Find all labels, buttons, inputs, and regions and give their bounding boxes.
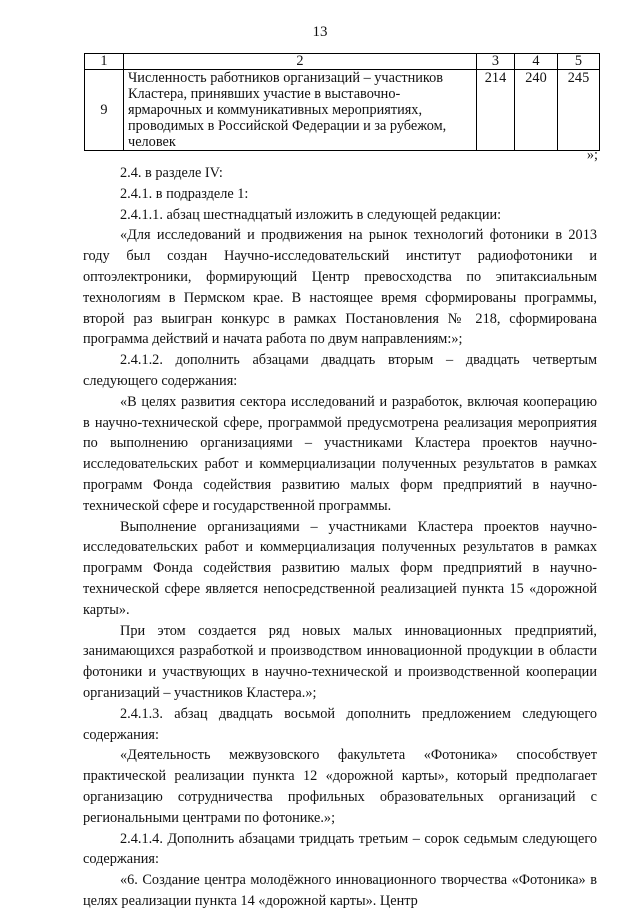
body-text <box>83 163 597 912</box>
table-header-row <box>85 54 600 70</box>
paragraph: 2.4.1.2. дополнить абзацами двадцать вторым – двадцать четвертым следующего содержания: <box>83 352 597 389</box>
header-cell-4: 4 <box>515 54 558 70</box>
table-closing-mark: »; <box>586 147 598 163</box>
paragraph: 2.4. в разделе IV: <box>120 165 223 181</box>
header-cell-3: 3 <box>477 54 515 70</box>
indicator-table <box>84 53 600 151</box>
row-number: 9 <box>85 70 124 151</box>
paragraph: 2.4.1.4. Дополнить абзацами тридцать третьим – сорок седьмым следующего содержания: <box>83 830 597 868</box>
paragraph: «Деятельность межвузовского факультета «Фотоника» способствует практической реализации пункта 12 «дорожной карты», который предполагает организацию сотрудничества профильных образовательных организаций с региональными центрами по фотонике.»; <box>83 747 597 826</box>
row-value-2: 240 <box>515 70 558 151</box>
paragraph: Выполнение организациями – участниками Кластера проектов научно-исследовательских работ и коммерциализация полученных результатов в рамках программ Фонда содействия развитию малых форм предприятий в научно-технической сфере является непосредственной реализацией пункта 15 «дорожной карты». <box>83 518 597 618</box>
paragraph: 2.4.1.3. абзац двадцать восьмой дополнить предложением следующего содержания: <box>83 705 597 743</box>
paragraph: При этом создается ряд новых малых инновационных предприятий, занимающихся разработкой и производством инновационной продукции в области фотоники и участвующих в научно-технической и производственной кооперации организаций – участников Кластера.»; <box>83 622 597 701</box>
row-value-1: 214 <box>477 70 515 151</box>
page-number: 13 <box>312 24 328 40</box>
paragraph: «В целях развития сектора исследований и разработок, включая кооперацию в научно-технической сфере, программой предусмотрена реализация мероприятия по выполнению организациями – участниками Кластера проектов научно-исследовательских работ и коммерциализации полученных результатов в рамках программ Фонда содействия развитию малых форм предприятий в научно-технической сфере и государственной программы. <box>83 393 597 514</box>
header-cell-2: 2 <box>124 54 477 70</box>
row-value-3: 245 <box>558 70 600 151</box>
table-row <box>85 70 600 151</box>
paragraph: «Для исследований и продвижения на рынок технологий фотоники в 2013 году был создан Научно-исследовательский институт радиофотоники и оптоэлектроники, формирующий Центр превосходства по эпитаксиальным технологиям в Пермском крае. В настоящее время сформированы программы, второй раз выигран конкурс в рамках Постановления № 218, сформирована программа действий и начата работа по двум направлениям:»; <box>83 227 597 348</box>
paragraph: 2.4.1.1. абзац шестнадцатый изложить в следующей редакции: <box>120 206 502 223</box>
paragraph: «6. Создание центра молодёжного инновационного творчества «Фотоника» в целях реализации пункта 14 «дорожной карты». Центр <box>83 872 597 909</box>
header-cell-1: 1 <box>85 54 124 70</box>
row-description: Численность работников организаций – участников Кластера, принявших участие в выставочно-ярмарочных и коммуникативных мероприятиях, проводимых в Российской Федерации и за рубежом, человек <box>124 70 477 151</box>
paragraph: 2.4.1. в подразделе 1: <box>120 185 249 202</box>
header-cell-5: 5 <box>558 54 600 70</box>
